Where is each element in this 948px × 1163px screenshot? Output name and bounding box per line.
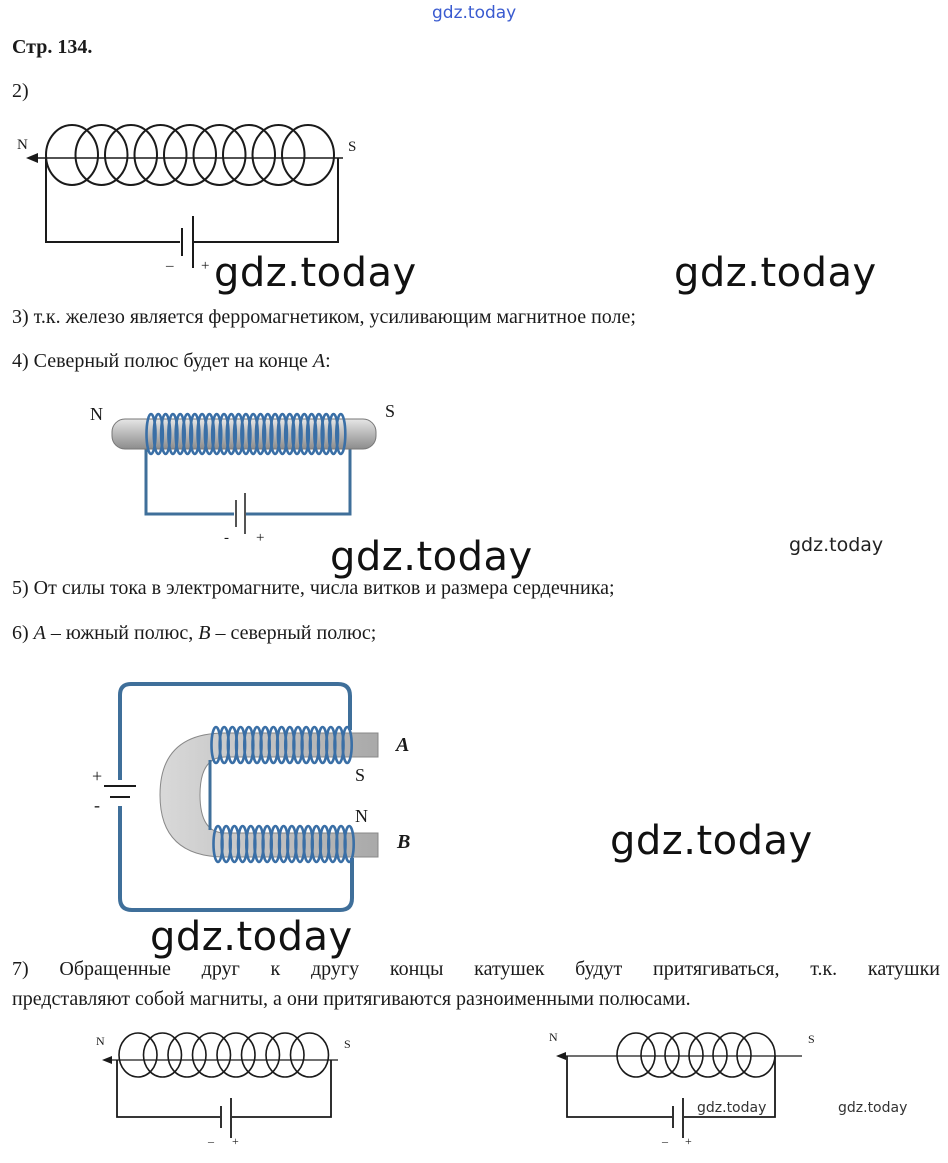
item-6-part2: – северный полюс; (210, 622, 377, 644)
fig3-b-label: B (397, 831, 411, 853)
watermark-7: gdz.today (697, 1100, 767, 1116)
fig2-south-label: S (385, 401, 396, 421)
watermark-6: gdz.today (150, 914, 353, 960)
fig7a-minus-label: – (208, 1134, 214, 1148)
fig7b-minus-label: – (662, 1134, 668, 1148)
fig7b-south-label: S (808, 1032, 815, 1046)
fig3-minus-label: - (94, 795, 100, 815)
fig3-plus-label: + (92, 766, 103, 786)
item-6-number: 6) (12, 622, 34, 644)
watermark-top: gdz.today (432, 3, 517, 23)
fig2-minus-label: - (224, 530, 229, 546)
fig1-plus-label: + (201, 258, 210, 274)
item-3-text: 3) т.к. железо является ферромагнетиком, усиливающим магнитное поле; (12, 306, 636, 328)
watermark-5: gdz.today (610, 818, 813, 864)
fig3-a-label: A (396, 734, 410, 756)
item-7-line-2: представляют собой магниты, а они притягиваются разноименными полюсами. (12, 988, 691, 1010)
item-4-suffix: : (325, 350, 331, 372)
watermark-8: gdz.today (838, 1100, 908, 1116)
watermark-1: gdz.today (214, 250, 417, 296)
item-7-line-1: 7) Обращенные друг к другу концы катушек будут притягиваться, т.к. катушки (12, 958, 940, 980)
fig7a-plus-label: + (232, 1134, 239, 1148)
item-6-a: A (33, 622, 46, 644)
fig1-minus-label: – (166, 258, 174, 274)
item-6-part1: – южный полюс, (45, 622, 199, 644)
fig7a-south-label: S (344, 1037, 351, 1051)
watermark-3: gdz.today (330, 534, 533, 580)
fig7a-north-label: N (96, 1034, 105, 1048)
fig2-north-label: N (90, 404, 103, 424)
item-6-b: B (198, 622, 211, 644)
item-4-prefix: 4) Северный полюс будет на конце (12, 350, 313, 372)
page-heading: Стр. 134. (12, 36, 93, 58)
fig1-north-label: N (17, 137, 28, 153)
item-2-label: 2) (12, 80, 29, 102)
fig7b-north-label: N (549, 1030, 558, 1044)
item-5-text: 5) От силы тока в электромагните, числа витков и размера сердечника; (12, 577, 615, 599)
item-4-italic: A (312, 350, 326, 372)
watermark-2: gdz.today (674, 250, 877, 296)
fig7b-plus-label: + (685, 1134, 692, 1148)
fig3-south-label: S (355, 765, 366, 785)
fig3-north-label: N (355, 806, 368, 826)
watermark-4: gdz.today (789, 534, 884, 556)
fig2-plus-label: + (256, 530, 265, 546)
fig1-south-label: S (348, 139, 357, 155)
